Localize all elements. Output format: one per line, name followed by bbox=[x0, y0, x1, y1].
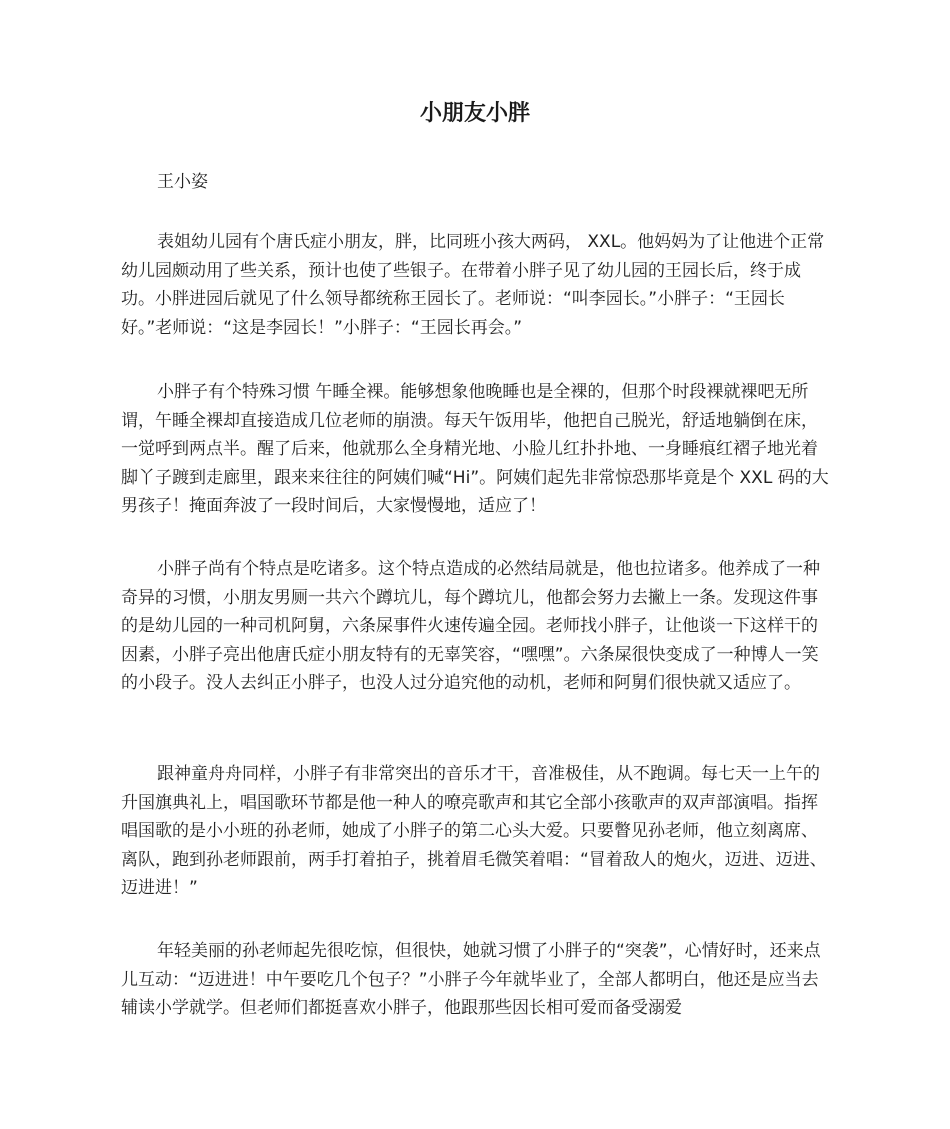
paragraph: 年轻美丽的孙老师起先很吃惊，但很快，她就习惯了小胖子的“突袭”，心情好时，还来点儿互动：“迈进进！中午要吃几个包子？”小胖子今年就毕业了，全部人都明白，他还是应当去辅读小学就学。但老师们都挺喜欢小胖子，他跟那些因长相可爱而备受溺爱 bbox=[121, 941, 821, 1018]
author-name: 王小姿 bbox=[157, 172, 208, 192]
paragraph: 小胖子尚有个特点是吃诸多。这个特点造成的必然结局就是，他也拉诸多。他养成了一种奇异的习惯，小朋友男厕一共六个蹲坑儿，每个蹲坑儿，他都会努力去撇上一条。发现这件事的是幼儿园的一种司机阿舅，六条屎事件火速传遍全园。老师找小胖子，让他谈一下这样干的因素，小胖子亮出他唐氏症小朋友特有的无辜笑容，“嘿嘿”。六条屎很快变成了一种博人一笑的小段子。没人去纠正小胖子，也没人过分追究他的动机，老师和阿舅们很快就又适应了。 bbox=[121, 559, 820, 693]
paragraph: 表姐幼儿园有个唐氏症小朋友，胖，比同班小孩大两码， XXL。他妈妈为了让他进个正常幼儿园颇动用了些关系，预计也使了些银子。在带着小胖子见了幼儿园的王园长后，终于成功。小胖进园后就见了什么领导都统称王园长了。老师说：“叫李园长。”小胖子：“王园长好。”老师说：“这是李园长！”小胖子：“王园长再会。” bbox=[121, 232, 825, 338]
paragraph: 跟神童舟舟同样，小胖子有非常突出的音乐才干，音准极佳，从不跑调。每七天一上午的升国旗典礼上，唱国歌环节都是他一种人的嘹亮歌声和其它全部小孩歌声的双声部演唱。指挥唱国歌的是小小班的孙老师，她成了小胖子的第二心头大爱。只要瞥见孙老师，他立刻离席、离队，跑到孙老师跟前，两手打着拍子，挑着眉毛微笑着唱：“冒着敌人的炮火，迈进、迈进、迈进进！” bbox=[121, 764, 827, 898]
paragraph: 小胖子有个特殊习惯 午睡全裸。能够想象他晚睡也是全裸的，但那个时段裸就裸吧无所谓，午睡全裸却直接造成几位老师的崩溃。每天午饭用毕，他把自己脱光，舒适地躺倒在床，一觉呼到两点半。醒了后来，他就那么全身精光地、小脸儿红扑扑地、一身睡痕红褶子地光着脚丫子踱到走廊里，跟来来往往的阿姨们喊“Hi”。阿姨们起先非常惊恐那毕竟是个 XXL 码的大男孩子！掩面奔波了一段时间后，大家慢慢地，适应了！ bbox=[121, 382, 829, 516]
document-title: 小朋友小胖 bbox=[419, 101, 530, 126]
